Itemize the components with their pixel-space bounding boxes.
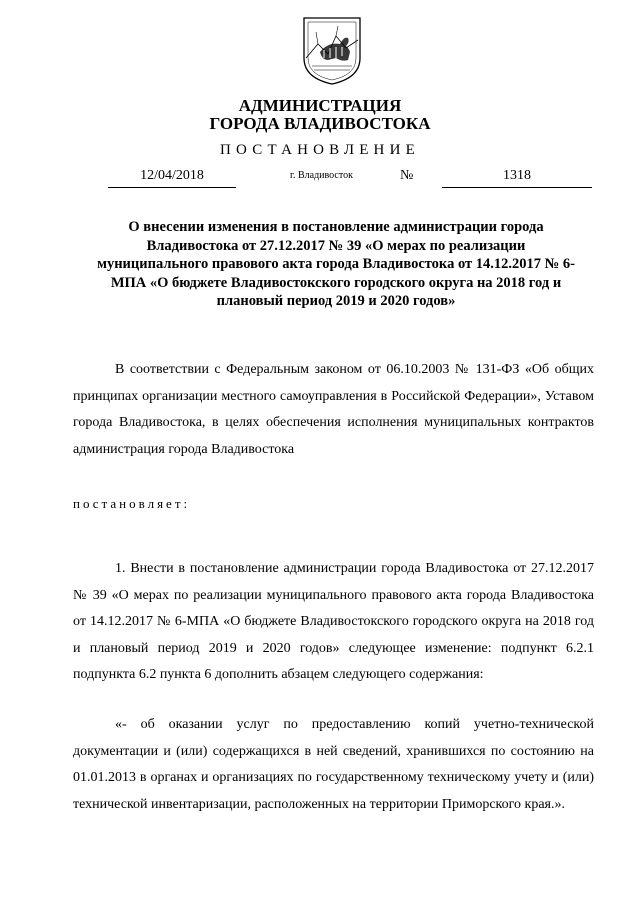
coat-of-arms-vladivostok-emblem: [298, 14, 366, 86]
preamble-paragraph: В соответствии с Федеральным законом от 06.10.2003 № 131-ФЗ «Об общих принципах организации местного самоуправления в Российской Федерации», Уставом города Владивостока, в целях обеспечения исполнения муниципальных контрактов администрация города Владивостока: [73, 362, 594, 457]
resolves-label: постановляет:: [73, 496, 191, 511]
number-sign: №: [400, 168, 414, 183]
date-underline: [108, 187, 236, 188]
document-type-title: ПОСТАНОВЛЕНИЕ: [220, 142, 420, 158]
organization-name-line1: АДМИНИСТРАЦИЯ: [238, 96, 402, 115]
city-label: г. Владивосток: [290, 170, 353, 181]
item1-paragraph: 1. Внести в постановление администрации города Владивостока от 27.12.2017 № 39 «О мерах по реализации муниципального правового акта города Владивостока от 14.12.2017 № 6-МПА «О бюджете Владивостокского городского округа на 2018 год и плановый период 2019 и 2020 годов» следующее изменение: подпункт 6.2.1 подпункта 6.2 пункта 6 дополнить абзацем следующего содержания:: [73, 561, 594, 682]
organization-name-line2: ГОРОДА ВЛАДИВОСТОКА: [209, 114, 431, 133]
document-date: 12/04/2018: [140, 168, 204, 183]
document-subject: О внесении изменения в постановление администрации города Владивостока от 27.12.2017 № 39 «О мерах по реализации муниципального правового акта города Владивостока от 14.12.2017 № 6-МПА «О бюджете Владивостокского городского округа на 2018 год и плановый период 2019 и 2020 годов»: [97, 219, 575, 309]
number-underline: [442, 187, 592, 188]
item1-quote-paragraph: «- об оказании услуг по предоставлению копий учетно-технической документации и (или) содержащихся в ней сведений, хранившихся по состоянию на 01.01.2013 в органах и организациях по государственному техническому учету и (или) технической инвентаризации, расположенных на территории Приморского края.».: [73, 717, 594, 812]
document-number: 1318: [503, 168, 531, 183]
